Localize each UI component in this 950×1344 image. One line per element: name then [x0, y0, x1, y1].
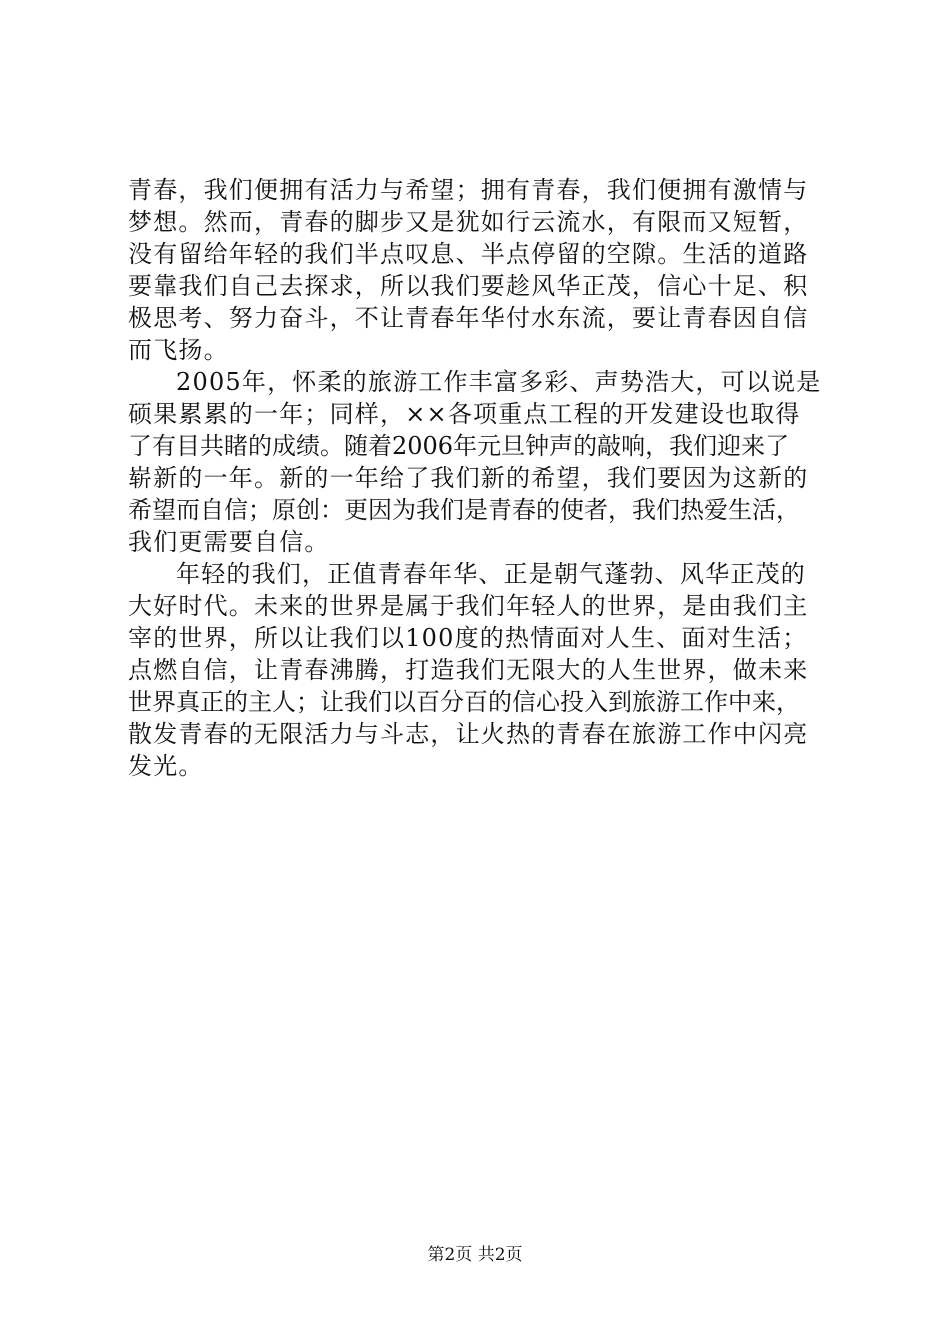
- paragraph-first-line: 年轻的我们，正值青春年华、正是朝气蓬勃、风华正茂的: [176, 560, 806, 588]
- text-line: 发光。: [128, 752, 204, 780]
- text-line: 梦想。然而，青春的脚步又是犹如行云流水，有限而又短暂，: [128, 208, 809, 236]
- text-line: 大好时代。未来的世界是属于我们年轻人的世界，是由我们主: [128, 592, 809, 620]
- page-number-footer: 第2页 共2页: [427, 1245, 523, 1265]
- text-line: 而飞扬。: [128, 336, 229, 364]
- text-line: 希望而自信；原创：更因为我们是青春的使者，我们热爱生活，: [128, 496, 800, 524]
- text-line: 散发青春的无限活力与斗志，让火热的青春在旅游工作中闪亮: [128, 720, 809, 748]
- text-line: 硕果累累的一年；同样，××各项重点工程的开发建设也取得: [128, 400, 801, 428]
- text-line: 青春，我们便拥有活力与希望；拥有青春，我们便拥有激情与: [128, 176, 809, 204]
- text-line: 宰的世界，所以让我们以100度的热情面对人生、面对生活；: [128, 624, 808, 652]
- text-line: 我们更需要自信。: [128, 528, 330, 556]
- text-line: 没有留给年轻的我们半点叹息、半点停留的空隙。生活的道路: [128, 240, 809, 268]
- text-line: 点燃自信，让青春沸腾，打造我们无限大的人生世界，做未来: [128, 656, 809, 684]
- text-line: 崭新的一年。新的一年给了我们新的希望，我们要因为这新的: [128, 464, 809, 492]
- text-line: 了有目共睹的成绩。随着2006年元旦钟声的敲响，我们迎来了: [128, 432, 790, 460]
- text-line: 极思考、努力奋斗，不让青春年华付水东流，要让青春因自信: [128, 304, 809, 332]
- paragraph-first-line: 2005年，怀柔的旅游工作丰富多彩、声势浩大，可以说是: [176, 368, 822, 396]
- text-line: 世界真正的主人；让我们以百分百的信心投入到旅游工作中来，: [128, 688, 800, 716]
- text-line: 要靠我们自己去探求，所以我们要趁风华正茂，信心十足、积: [128, 272, 809, 300]
- document-body: [128, 174, 840, 782]
